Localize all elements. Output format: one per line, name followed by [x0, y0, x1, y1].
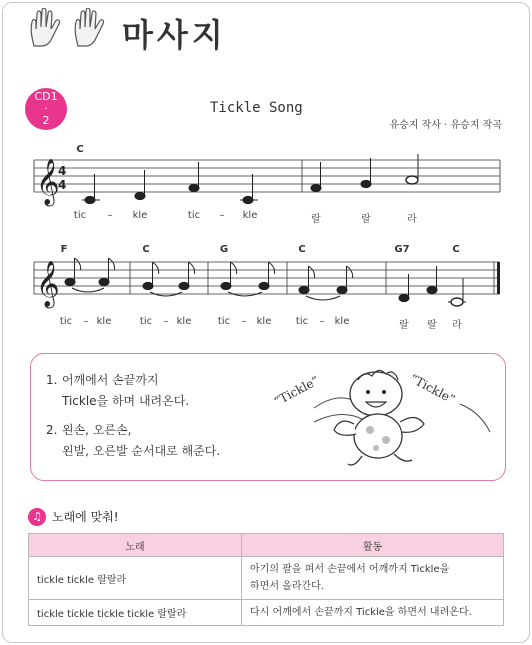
note — [406, 176, 418, 184]
chord-label: F — [60, 244, 68, 255]
instruction-number: 2. — [46, 423, 58, 437]
note — [85, 196, 95, 203]
instruction-text: Tickle을 하며 내려온다. — [62, 394, 190, 408]
instruction-item — [46, 370, 220, 412]
instruction-text: 왼손, 오른손, — [62, 423, 132, 437]
chord-label: C — [76, 144, 84, 155]
chord-label: G — [219, 244, 229, 255]
lyric: – — [107, 210, 113, 221]
song-credits: 유승지 작사 · 유승지 작곡 — [389, 120, 502, 131]
tie — [72, 288, 104, 292]
activity-text: 아기의 팔을 펴서 손끝에서 어깨까지 Tickle을 — [250, 564, 450, 575]
lyric: – — [83, 316, 89, 327]
activity-cell — [242, 600, 504, 626]
lyric: 라 — [452, 320, 462, 331]
song-title: Tickle Song — [210, 100, 303, 116]
chord-label: C — [452, 244, 460, 255]
note — [311, 184, 321, 191]
staff-line-1 — [34, 160, 500, 192]
page-title: 마사지 — [122, 16, 227, 54]
lyric: tic — [295, 316, 309, 327]
lyric: tic — [139, 316, 153, 327]
activity-text: 하면서 올라간다. — [250, 581, 324, 592]
chord-label: C — [298, 244, 306, 255]
lyric: kle — [96, 316, 112, 327]
time-signature-top: 4 — [58, 164, 67, 178]
tie — [306, 296, 340, 300]
table-row — [29, 600, 504, 626]
note — [361, 180, 371, 187]
table-row — [29, 557, 504, 600]
lyric: – — [163, 316, 169, 327]
lyric: tic — [73, 210, 87, 221]
lyric: tic — [217, 316, 231, 327]
lyric: kle — [334, 316, 350, 327]
tickle-label: “Tickle” — [271, 373, 322, 409]
activity-table — [28, 533, 504, 626]
chord-label: C — [142, 244, 150, 255]
music-note-icon: ♫ — [28, 508, 46, 526]
table-header-row — [29, 534, 504, 557]
instruction-text: 어깨에서 손끝까지 — [62, 373, 159, 387]
lyric: kle — [242, 210, 258, 221]
instruction-list — [46, 370, 220, 470]
chord-label: G7 — [394, 244, 410, 255]
cd-label: CD1 — [34, 90, 58, 103]
song-cell: tickle tickle 랄랄라 — [29, 557, 242, 600]
lyric: 랄 — [427, 320, 437, 331]
lyric: tic — [187, 210, 201, 221]
time-signature-bottom: 4 — [58, 178, 67, 192]
treble-clef-icon: 𝄞 — [36, 159, 60, 205]
tickle-label: “Tickle” — [407, 371, 458, 407]
column-header: 활동 — [242, 534, 504, 557]
lyric: 랄 — [311, 214, 321, 225]
lyric: 랄 — [361, 214, 371, 225]
lyric: kle — [176, 316, 192, 327]
lyric: kle — [256, 316, 272, 327]
activity-text: 다시 어깨에서 손끝까지 Tickle을 하면서 내려온다. — [250, 607, 472, 618]
lyric: tic — [59, 316, 73, 327]
lyric: 랄 — [399, 320, 409, 331]
lyric: – — [319, 316, 325, 327]
baby-illustration — [300, 360, 500, 475]
note — [135, 192, 145, 199]
note — [189, 184, 199, 191]
lyric: – — [219, 210, 225, 221]
column-header: 노래 — [29, 534, 242, 557]
lyric: 라 — [407, 214, 417, 225]
instruction-number: 1. — [46, 373, 58, 387]
follow-along-heading: 노래에 맞춰! — [52, 510, 119, 524]
cd-dot: · — [44, 102, 48, 115]
final-barline — [497, 262, 500, 294]
note — [243, 196, 253, 203]
instruction-text: 왼발, 오른발 순서대로 해준다. — [62, 444, 221, 458]
cd-track: 2 — [42, 114, 50, 127]
treble-clef-icon: 𝄞 — [36, 261, 60, 307]
song-cell: tickle tickle tickle tickle 랄랄라 — [29, 600, 242, 626]
instruction-item — [46, 420, 220, 462]
activity-cell — [242, 557, 504, 600]
lyric: – — [241, 316, 247, 327]
lyric: kle — [132, 210, 148, 221]
